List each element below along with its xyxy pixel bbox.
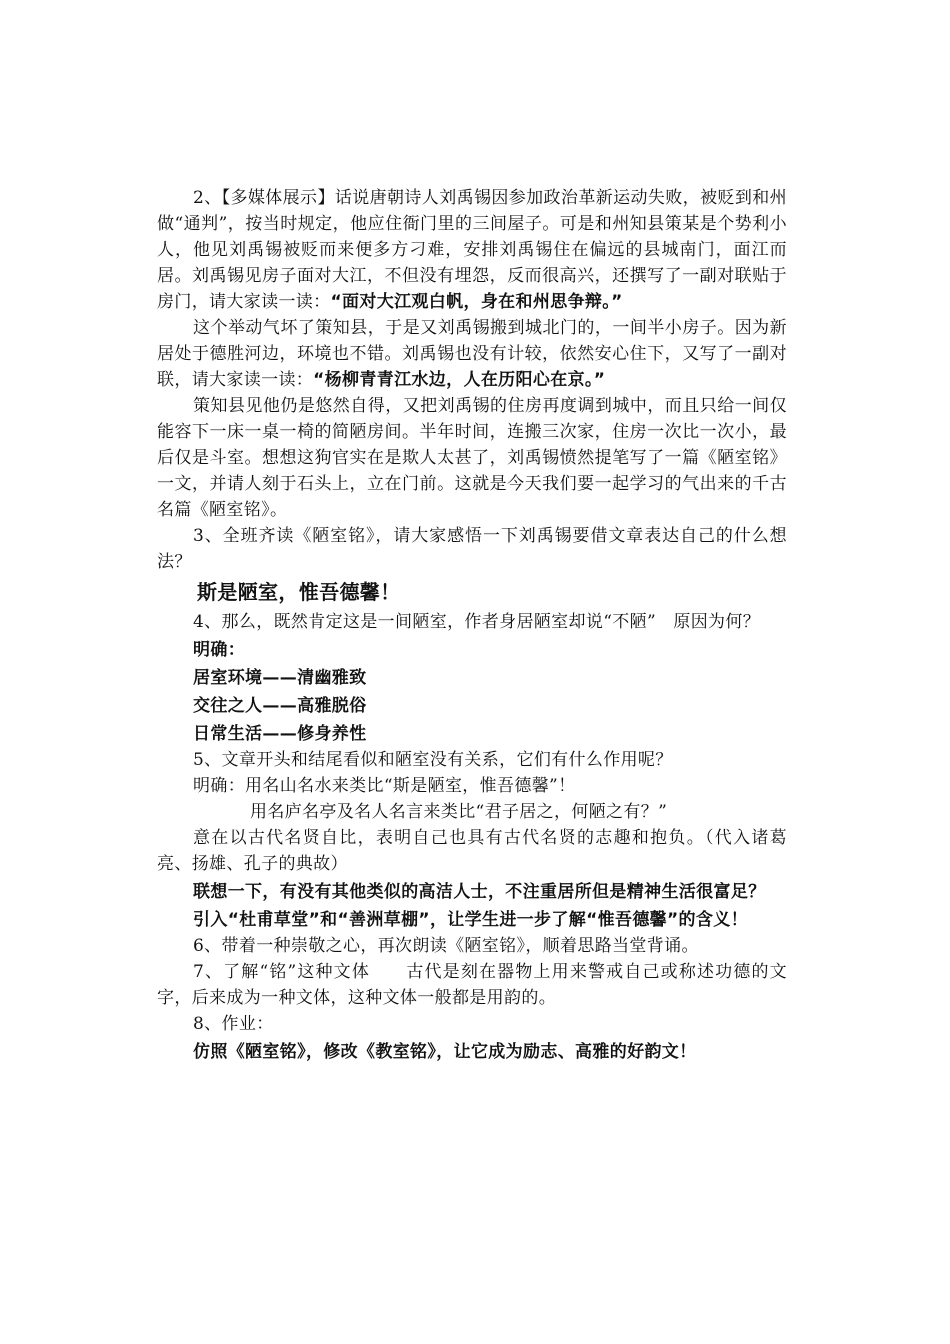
answer-5-line-2: 用名庐名亭及名人名言来类比“君子居之，何陋之有？”: [250, 802, 668, 822]
answer-environment: 居室环境——清幽雅致: [193, 668, 367, 688]
answer-company: 交往之人——高雅脱俗: [193, 696, 367, 716]
homework-task: 仿照《陋室铭》，修改《教室铭》，让它成为励志、高雅的好韵文！: [193, 1042, 697, 1062]
answer-5-explanation: 意在以古代名贤自比，表明自己也具有古代名贤的志趣和抱负。（代入诸葛亮、扬雄、孔子的典故）: [157, 828, 787, 874]
document-body: [157, 185, 787, 1065]
question-5: 5、文章开头和结尾看似和陋室没有关系，它们有什么作用呢？: [193, 750, 673, 770]
paragraph-story-3: 策知县见他仍是悠然自得，又把刘禹锡的住房再度调到城中，而且只给一间仅能容下一床一桌一椅的简陋房间。半年时间，连搬三次家，住房一次比一次小，最后仅是斗室。想想这狗官实在是欺人太甚了，刘禹锡愤然提笔写了一篇《陋室铭》一文，并请人刻于石头上，立在门前。这就是今天我们要一起学习的气出来的千古名篇《陋室铭》。: [157, 396, 787, 520]
key-sentence: 斯是陋室，惟吾德馨！: [197, 580, 401, 604]
story-text-2: 这个举动气坏了策知县，于是又刘禹锡搬到城北门的，一间半小房子。因为新居处于德胜河边，环境也不错。刘禹锡也没有计较，依然安心住下，又写了一副对联，请大家读一读：: [157, 318, 787, 390]
discussion-extension: 引入“杜甫草堂”和“善洲草棚”，让学生进一步了解“惟吾德馨”的含义！: [193, 910, 748, 930]
step-7: 7、了解“铭”这种文体 古代是刻在器物上用来警戒自己或称述功德的文字，后来成为一种文体，这种文体一般都是用韵的。: [157, 962, 787, 1008]
story-text-1: 2、【多媒体展示】话说唐朝诗人刘禹锡因参加政治革新运动失败，被贬到和州做“通判”，按当时规定，他应住衙门里的三间屋子。可是和州知县策某是个势利小人，他见刘禹锡被贬而来便多方刁难，安排刘禹锡住在偏远的县城南门，面江而居。刘禹锡见房子面对大江，不但没有埋怨，反而很高兴，还撰写了一副对联贴于房门，请大家读一读：: [157, 188, 787, 312]
step-6: 6、带着一种崇敬之心，再次朗读《陋室铭》，顺着思路当堂背诵。: [193, 936, 699, 956]
couplet-2: “杨柳青青江水边，人在历阳心在京。”: [313, 370, 606, 390]
couplet-1: “面对大江观白帆，身在和州思争辩。”: [330, 292, 623, 312]
paragraph-story-1: [157, 185, 787, 315]
question-4: 4、那么，既然肯定这是一间陋室，作者身居陋室却说“不陋” 原因为何？: [193, 612, 761, 632]
answer-5-line-1: 明确：用名山名水来类比“斯是陋室，惟吾德馨”！: [193, 776, 576, 796]
step-8-homework: 8、作业：: [193, 1014, 274, 1034]
discussion-prompt: 联想一下，有没有其他类似的高洁人士，不注重居所但是精神生活很富足？: [193, 882, 766, 902]
question-3: 3、全班齐读《陋室铭》，请大家感悟一下刘禹锡要借文章表达自己的什么想法？: [157, 526, 787, 572]
answer-label: 明确：: [193, 640, 246, 660]
paragraph-story-2: [157, 315, 787, 393]
answer-daily-life: 日常生活——修身养性: [193, 724, 367, 744]
